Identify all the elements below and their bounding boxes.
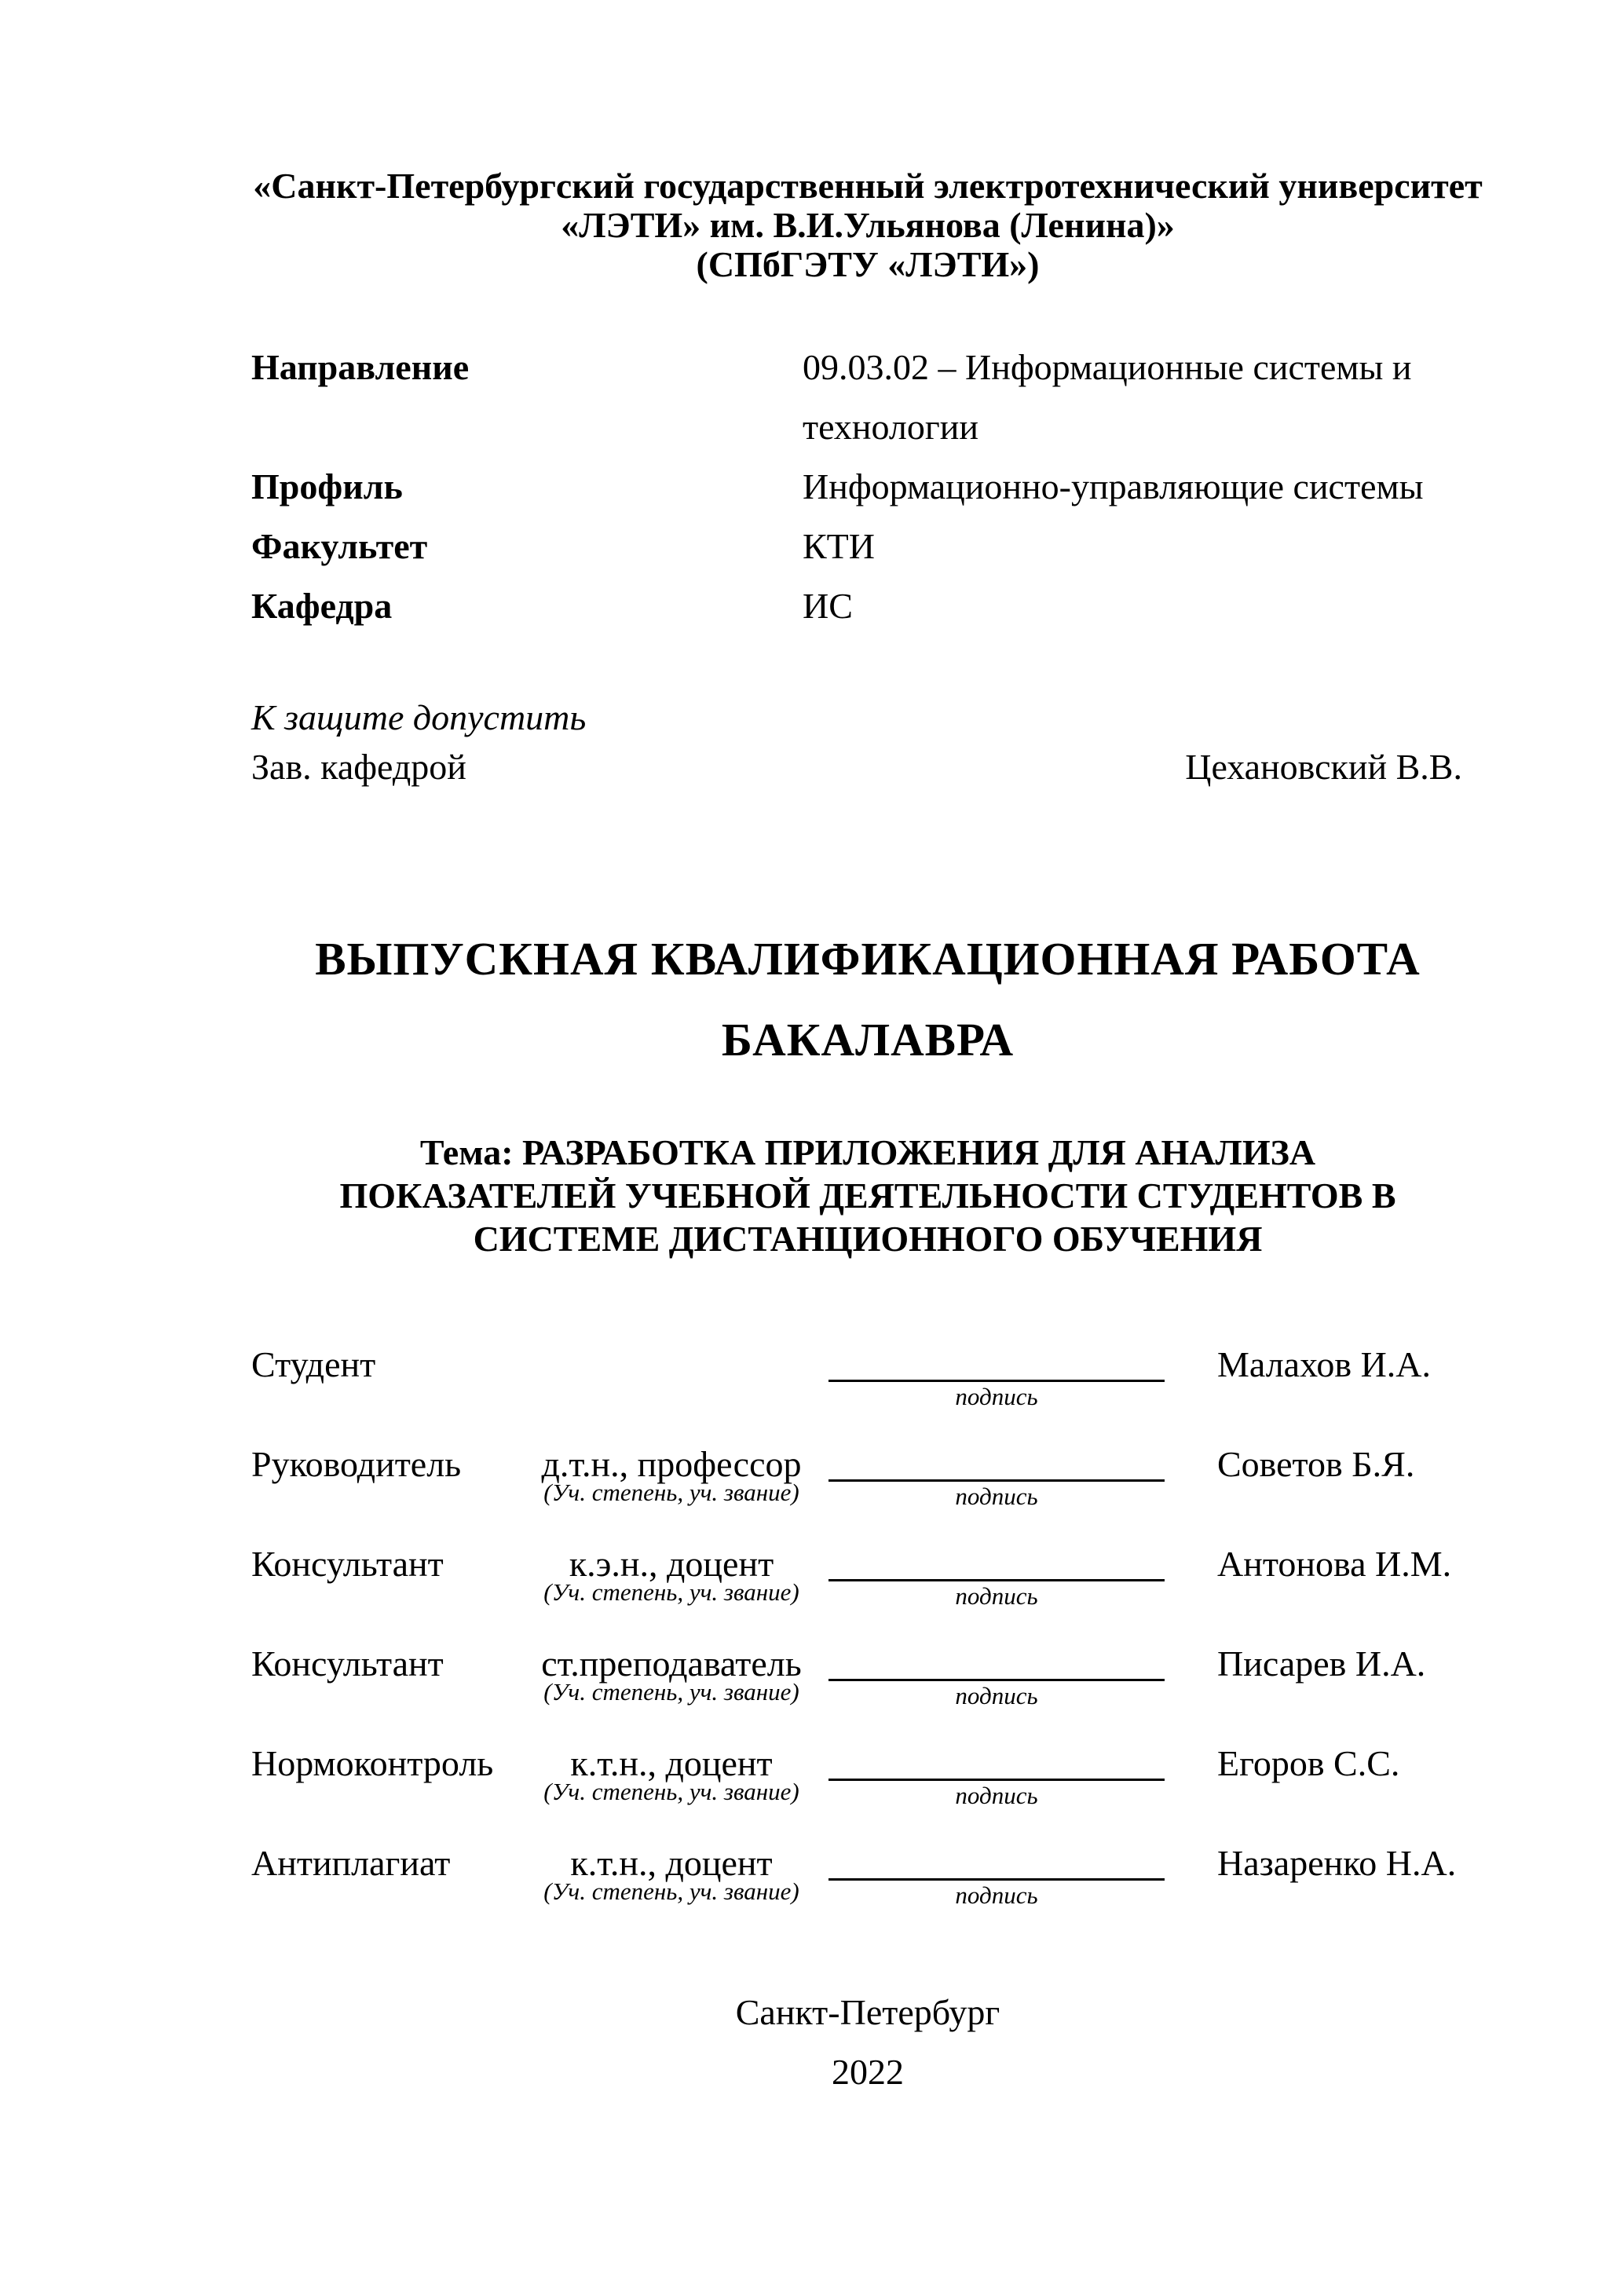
signature-degree: ст.преподаватель	[541, 1643, 802, 1684]
signature-caption: подпись	[955, 1682, 1038, 1709]
degree-caption: (Уч. степень, уч. звание)	[543, 1678, 799, 1706]
field-value-faculty: КТИ	[803, 526, 875, 566]
footer-city: Санкт-Петербург	[735, 1992, 1000, 2032]
page-title-line2: БАКАЛАВРА	[721, 1014, 1015, 1066]
footer-year: 2022	[832, 2052, 904, 2092]
university-header-line3: (СПбГЭТУ «ЛЭТИ»)	[696, 244, 1040, 284]
page-title-line1: ВЫПУСКНАЯ КВАЛИФИКАЦИОННАЯ РАБОТА	[315, 933, 1421, 985]
admission-role: Зав. кафедрой	[251, 747, 466, 787]
degree-caption: (Уч. степень, уч. звание)	[543, 1778, 799, 1805]
signature-row-student	[251, 1343, 1484, 1442]
signature-line	[828, 1343, 1165, 1382]
page-title	[251, 919, 1484, 1080]
degree-caption: (Уч. степень, уч. звание)	[543, 1877, 799, 1905]
signature-caption: подпись	[955, 1582, 1038, 1610]
degree-caption: (Уч. степень, уч. звание)	[543, 1479, 799, 1506]
thesis-topic	[251, 1131, 1484, 1260]
signature-role: Руководитель	[251, 1444, 462, 1484]
university-header	[251, 166, 1484, 284]
signature-name: Антонова И.М.	[1217, 1544, 1452, 1584]
signature-line	[828, 1442, 1165, 1482]
signature-caption: подпись	[955, 1782, 1038, 1809]
signature-row-supervisor	[251, 1442, 1484, 1542]
signature-role: Антиплагиат	[251, 1843, 451, 1883]
program-fields	[251, 338, 1484, 636]
signature-caption: подпись	[955, 1483, 1038, 1510]
signature-line	[828, 1642, 1165, 1681]
signature-role: Нормоконтроль	[251, 1743, 494, 1783]
field-value-department: ИС	[803, 586, 853, 626]
field-label-profile: Профиль	[251, 466, 403, 506]
signature-degree: к.э.н., доцент	[569, 1544, 774, 1584]
field-label-faculty: Факультет	[251, 526, 428, 566]
signature-row-consultant-2	[251, 1642, 1484, 1742]
university-header-line1: «Санкт-Петербургский государственный электротехнический университет	[253, 166, 1483, 206]
signature-role: Студент	[251, 1344, 376, 1384]
thesis-topic-line2: ПОКАЗАТЕЛЕЙ УЧЕБНОЙ ДЕЯТЕЛЬНОСТИ СТУДЕНТОВ В	[339, 1175, 1396, 1216]
signature-row-normcontrol	[251, 1742, 1484, 1841]
field-label-direction: Направление	[251, 347, 470, 387]
signature-name: Егоров С.С.	[1217, 1743, 1400, 1783]
signature-name: Малахов И.А.	[1217, 1344, 1432, 1384]
signature-name: Советов Б.Я.	[1217, 1444, 1415, 1484]
field-label-department: Кафедра	[251, 586, 393, 626]
signature-row-consultant-1	[251, 1542, 1484, 1642]
signature-role: Консультант	[251, 1544, 444, 1584]
admission-phrase: К защите допустить	[251, 697, 587, 737]
degree-caption: (Уч. степень, уч. звание)	[543, 1578, 799, 1606]
signature-caption: подпись	[955, 1881, 1038, 1909]
signature-line	[828, 1841, 1165, 1881]
signature-name: Назаренко Н.А.	[1217, 1843, 1457, 1883]
page-content	[251, 0, 1484, 2296]
signature-role: Консультант	[251, 1643, 444, 1684]
signature-degree: д.т.н., профессор	[541, 1444, 802, 1484]
admission-approver-name: Цехановский В.В.	[1185, 747, 1462, 787]
signature-name: Писарев И.А.	[1217, 1643, 1426, 1684]
signature-caption: подпись	[955, 1383, 1038, 1410]
footer	[251, 1983, 1484, 2102]
university-header-line2: «ЛЭТИ» им. В.И.Ульянова (Ленина)»	[561, 205, 1175, 245]
signature-degree: к.т.н., доцент	[570, 1743, 773, 1783]
field-value-direction: 09.03.02 – Информационные системы и технологии	[803, 347, 1412, 447]
signature-row-antiplagiarism	[251, 1841, 1484, 1941]
signature-line	[828, 1542, 1165, 1581]
thesis-topic-line1: Тема: РАЗРАБОТКА ПРИЛОЖЕНИЯ ДЛЯ АНАЛИЗА	[419, 1132, 1316, 1172]
field-value-profile: Информационно-управляющие системы	[803, 466, 1424, 506]
signature-line	[828, 1742, 1165, 1781]
thesis-topic-line3: СИСТЕМЕ ДИСТАНЦИОННОГО ОБУЧЕНИЯ	[473, 1219, 1263, 1259]
signature-degree: к.т.н., доцент	[570, 1843, 773, 1883]
admission-row	[251, 747, 1484, 794]
